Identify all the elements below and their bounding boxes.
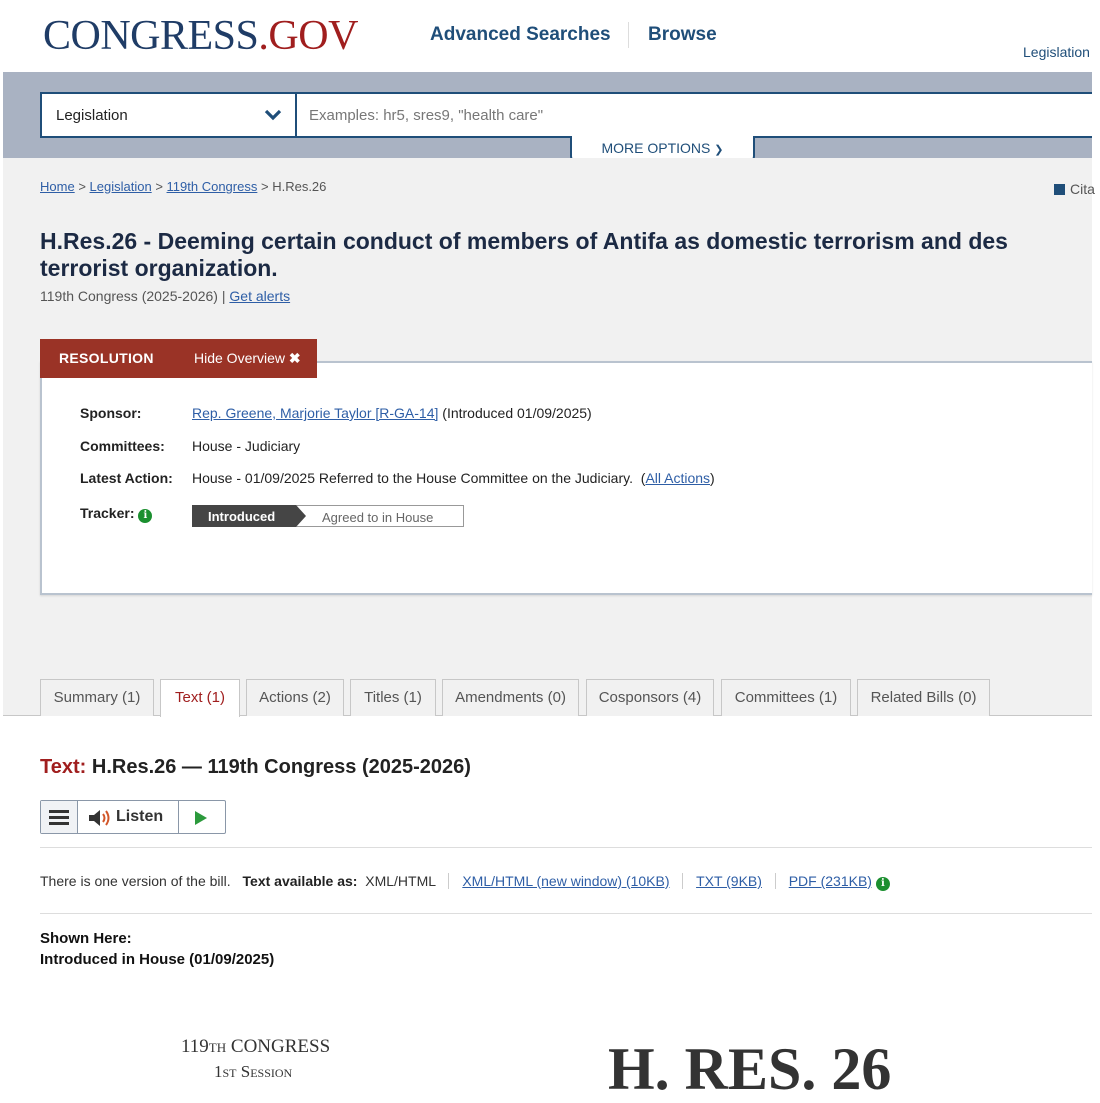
chevron-down-icon: ❯ [714, 144, 724, 156]
nav-divider [628, 22, 629, 48]
listen-player [40, 800, 226, 834]
latest-action-text: House - 01/09/2025 Referred to the House Committee on the Judiciary. [192, 470, 633, 486]
bill-title: H.Res.26 - Deeming certain conduct of members of Antifa as domestic terrorism and des [40, 228, 1008, 254]
tab-summary[interactable]: Summary (1) [40, 679, 154, 716]
breadcrumb-current: H.Res.26 [272, 179, 327, 194]
text-formats-row [40, 873, 890, 891]
info-icon[interactable]: i [876, 877, 890, 891]
listen-button[interactable]: Listen [116, 808, 164, 825]
tab-amendments[interactable]: Amendments (0) [442, 679, 579, 716]
congress-suffix: th [208, 1036, 227, 1057]
session-word: Session [240, 1062, 293, 1081]
tab-titles[interactable]: Titles (1) [350, 679, 436, 716]
pipe [448, 873, 449, 889]
tab-committees[interactable]: Committees (1) [721, 679, 851, 716]
chevron-down-icon [263, 105, 283, 125]
latest-action-label: Latest Action: [80, 470, 173, 486]
shown-here-label: Shown Here: [40, 930, 132, 947]
breadcrumb-separator: > [155, 179, 163, 194]
search-scope-select[interactable] [40, 92, 297, 138]
more-options-label: MORE OPTIONS [601, 140, 711, 156]
all-actions-link[interactable]: All Actions [645, 470, 711, 486]
breadcrumb-separator: > [260, 179, 269, 194]
session-number: 1 [214, 1062, 223, 1081]
divider [40, 847, 1092, 848]
tab-actions[interactable]: Actions (2) [246, 679, 344, 716]
search-input[interactable] [295, 92, 1092, 138]
sponsor-introduced: (Introduced 01/09/2025) [442, 405, 592, 421]
hide-overview-label: Hide Overview [194, 350, 286, 366]
format-xml-new-window-link[interactable]: XML/HTML (new window) (10KB) [462, 873, 670, 889]
document-congress [181, 1036, 330, 1058]
format-pdf-link[interactable]: PDF (231KB) [788, 873, 872, 889]
sponsor-label: Sponsor: [80, 405, 142, 421]
congress-word: CONGRESS [230, 1036, 331, 1057]
subtitle-divider: | [221, 288, 226, 304]
format-current: XML/HTML [365, 873, 436, 889]
nav-browse[interactable]: Browse [648, 24, 717, 45]
breadcrumb [40, 179, 326, 194]
overview-tab [40, 339, 317, 378]
bill-title-continued: terrorist organization. [40, 255, 278, 281]
pipe [682, 873, 683, 889]
sponsor-value [192, 405, 592, 421]
search-scope-value: Legislation [56, 107, 128, 124]
congress-number: 119 [181, 1036, 209, 1057]
document-bill-number: H. RES. 26 [608, 1036, 892, 1102]
congress-gov-logo[interactable]: CONGRESS.GOV [43, 13, 358, 59]
divider [40, 913, 1092, 914]
tab-text[interactable]: Text (1) [160, 679, 240, 717]
text-heading [40, 756, 471, 779]
versions-note: There is one version of the bill. [40, 873, 231, 889]
breadcrumb-separator: > [78, 179, 86, 194]
close-icon: ✖ [288, 350, 301, 366]
tab-related-bills[interactable]: Related Bills (0) [857, 679, 990, 716]
play-icon[interactable] [195, 811, 207, 825]
info-icon[interactable]: i [138, 509, 152, 523]
congress-session: 119th Congress (2025-2026) [40, 288, 218, 304]
citation-link[interactable] [1054, 181, 1095, 197]
bill-subtitle [40, 288, 290, 304]
breadcrumb-home[interactable]: Home [40, 179, 75, 194]
header-legislation-link[interactable]: Legislation [1023, 44, 1090, 60]
pipe [775, 873, 776, 889]
document-session [214, 1062, 292, 1082]
breadcrumb-congress[interactable]: 119th Congress [166, 179, 258, 194]
nav-advanced-searches[interactable]: Advanced Searches [430, 24, 611, 45]
tracker-arrow [296, 505, 306, 527]
tab-cosponsors[interactable]: Cosponsors (4) [586, 679, 714, 716]
text-heading-prefix: Text: [40, 756, 87, 778]
available-label: Text available as: [242, 873, 358, 889]
tracker-step-introduced: Introduced [192, 505, 296, 527]
latest-action-value: House - 01/09/2025 Referred to the House Committee on the Judiciary. (All Actions) [192, 470, 715, 486]
speaker-icon [87, 809, 111, 827]
listen-divider [178, 801, 179, 833]
text-heading-title: H.Res.26 — 119th Congress (2025-2026) [91, 756, 471, 778]
tracker-label-row [80, 505, 152, 523]
breadcrumb-legislation[interactable]: Legislation [89, 179, 152, 194]
tracker-step-agreed: Agreed to in House [296, 505, 464, 527]
get-alerts-link[interactable]: Get alerts [229, 288, 291, 304]
hide-overview-button[interactable] [194, 350, 301, 367]
shown-here-value: Introduced in House (01/09/2025) [40, 951, 275, 968]
committees-value: House - Judiciary [192, 438, 301, 454]
format-txt-link[interactable]: TXT (9KB) [696, 873, 762, 889]
committees-label: Committees: [80, 438, 165, 454]
citation-icon [1054, 184, 1065, 195]
menu-icon[interactable] [41, 801, 78, 833]
resolution-label: RESOLUTION [59, 350, 154, 366]
session-suffix: st [222, 1062, 237, 1081]
sponsor-link[interactable]: Rep. Greene, Marjorie Taylor [R-GA-14] [192, 405, 439, 421]
tracker-label: Tracker: [80, 505, 135, 521]
site-header [0, 0, 1092, 72]
citation-label: Cita [1070, 181, 1095, 197]
